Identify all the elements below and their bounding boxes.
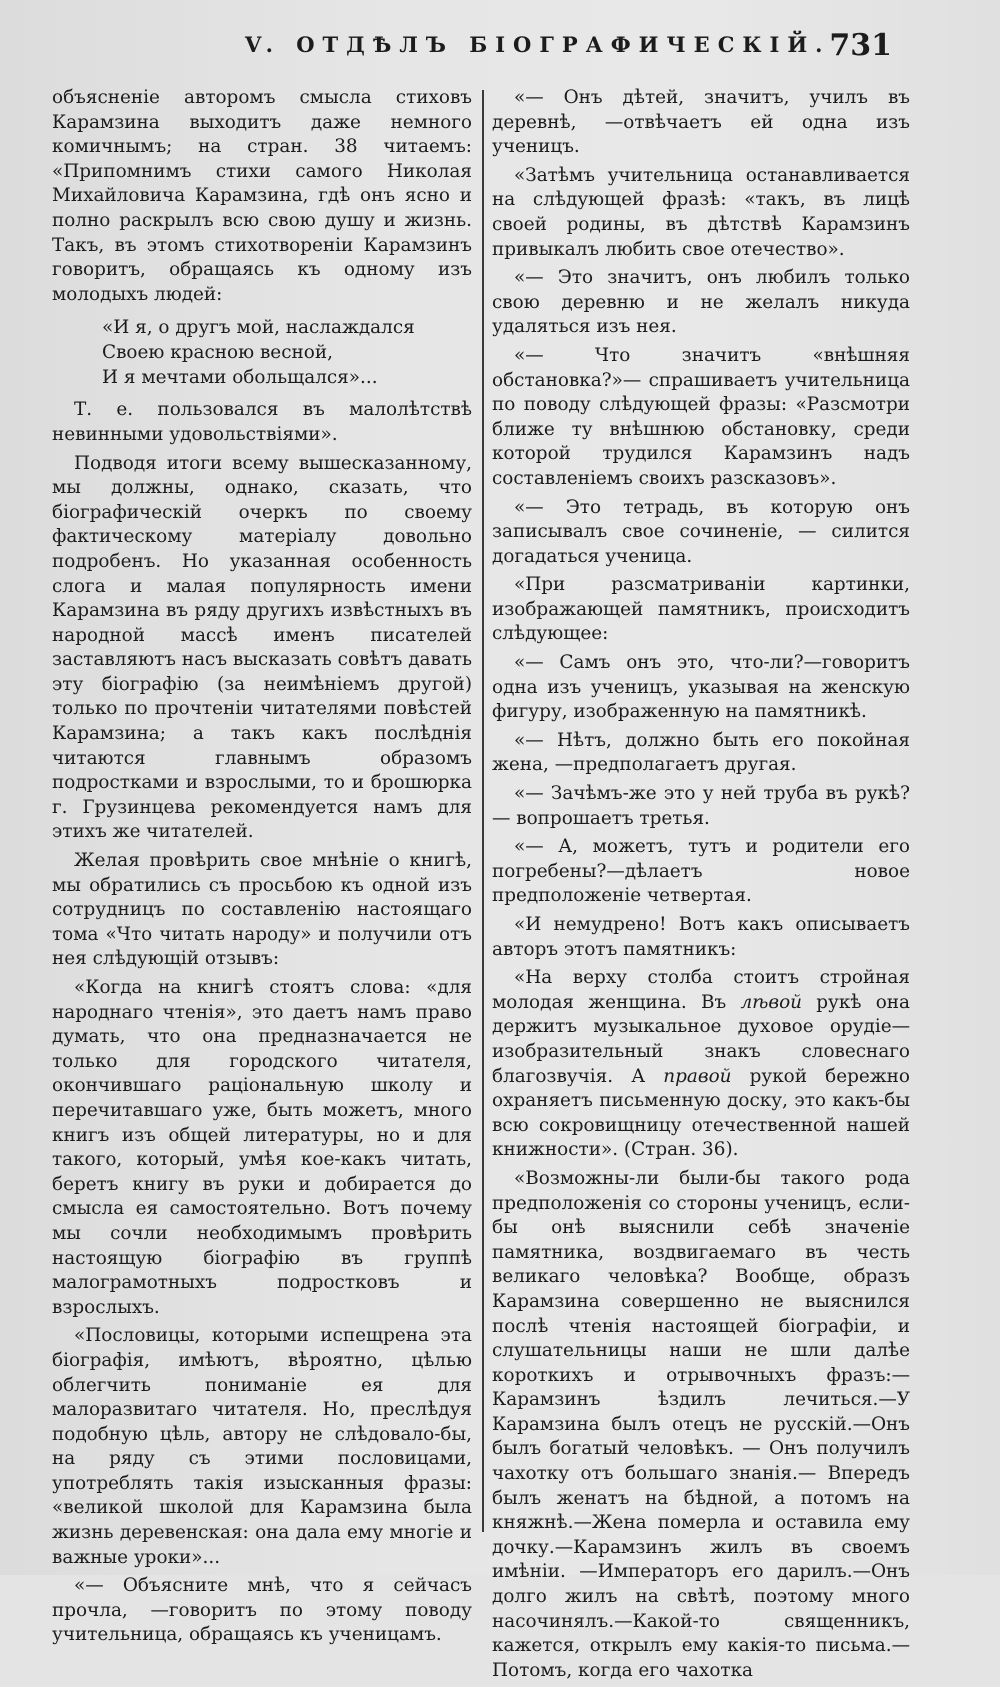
paragraph: «— Зачѣмъ-же это у ней труба въ рукѣ?— вопрошаетъ третья. bbox=[492, 783, 910, 829]
paragraph: «Затѣмъ учительница останавливается на слѣдующей фразѣ: «такъ, въ лицѣ своей родины, въ дѣтствѣ Карамзинъ привыкалъ любить свое отечество». bbox=[492, 164, 910, 260]
running-head: V. ОТДѢЛЪ БІОГРАФИЧЕСКІЙ. bbox=[245, 32, 831, 57]
italic-word: лѣвой bbox=[740, 991, 803, 1013]
paragraph: Желая провѣрить свое мнѣніе о книгѣ, мы обратились съ просьбою къ одной изъ сотрудницъ по составленію настоящаго тома «Что читать народу» и получили отъ нея слѣдующій отзывъ: bbox=[52, 850, 472, 970]
text-run: «На верху столба стоитъ стройная молодая женщина. Въ bbox=[492, 967, 910, 1013]
paragraph: «Возможны-ли были-бы такого рода предположенія со стороны ученицъ, если-бы онѣ выяснили себѣ значеніе памятника, воздвигаемаго въ честь великаго человѣка? Вообще, образъ Карамзина совершенно не выяснился послѣ чтенія настоящей біографіи, и слушательницы наши не шли далѣе короткихъ и отрывочныхъ фразъ:—Карамзинъ ѣздилъ лечиться.—У Карамзина былъ отецъ не русскій.—Онъ былъ богатый человѣкъ. — Онъ получилъ чахотку отъ большаго знанія.— Впередъ былъ женатъ на бѣдной, а потомъ на княжнѣ.—Жена померла и оставила ему дочку.—Карамзинъ жилъ въ своемъ имѣніи. —Императоръ его дарилъ.—Онъ долго жилъ на свѣтѣ, поэтому много насочинялъ.—Какой-то священникъ, кажется, открылъ ему какія-то письма.—Потомъ, когда его чахотка bbox=[492, 1167, 910, 1681]
paragraph: «— А, можетъ, тутъ и родители его погребены?—дѣлаетъ новое предположеніе четвертая. bbox=[492, 836, 910, 907]
paragraph: «— Нѣтъ, должно быть его покойная жена, —предполагаетъ другая. bbox=[492, 729, 910, 776]
paragraph: «— Самъ онъ это, что-ли?—говоритъ одна изъ ученицъ, указывая на женскую фигуру, изображенную на памятникѣ. bbox=[492, 652, 910, 723]
paragraph-monument-description bbox=[492, 966, 910, 1163]
text-run: рукой бережно охраняетъ письменную доску, это какъ-бы всю сокровищницу отечественной нашей книжности». (Стран. 36). bbox=[492, 1065, 910, 1161]
paragraph: «— Что значитъ «внѣшняя обстановка?»— спрашиваетъ учительница по поводу слѣдующей фразы: «Разсмотри ближе ту внѣшнюю обстановку, среди которой трудился Карамзинъ надъ составленіемъ своихъ разсказовъ». bbox=[492, 344, 910, 489]
paragraph: «Пословицы, которыми испещрена эта біографія, имѣютъ, вѣроятно, цѣлью облегчить пониманіе ея для малоразвитаго читателя. Но, преслѣдуя подобную цѣль, автору не слѣдовало-бы, на ряду съ этими пословицами, употреблять такія изысканныя фразы: «великой школой для Карамзина была жизнь деревенская: она дала ему многіе и важные уроки»... bbox=[52, 1325, 472, 1568]
paragraph: Т. е. пользовался въ малолѣтствѣ невинными удовольствіями». bbox=[52, 399, 472, 445]
paragraph: «— Это тетрадь, въ которую онъ записывалъ свое сочиненіе, — силится догадаться ученица. bbox=[492, 496, 910, 567]
paragraph: объясненіе авторомъ смысла стиховъ Карамзина выходитъ даже немного комичнымъ; на стран. 38 читаемъ: «Припомнимъ стихи самого Николая Михайловича Карамзина, гдѣ онъ ясно и полно раскрылъ всю свою душу и жизнь. Такъ, въ этомъ стихотвореніи Карамзинъ говоритъ, обращаясь къ одному изъ молодыхъ людей: bbox=[52, 87, 472, 305]
paragraph: «Когда на книгѣ стоятъ слова: «для народнаго чтенія», это даетъ намъ право думать, что она предназначается не только для городского читателя, окончившаго раціональную школу и перечитавшаго уже, быть можетъ, много книгъ изъ общей литературы, но и для такого, который, умѣя кое-какъ читать, беретъ книгу въ руки и добирается до смысла ея самостоятельно. Вотъ почему мы сочли необходимымъ провѣрить настоящую біографію въ группѣ малограмотныхъ подростковъ и взрослыхъ. bbox=[52, 977, 472, 1318]
column-divider bbox=[482, 90, 484, 1532]
verse-line: Своею красною весной, bbox=[102, 342, 333, 364]
right-column bbox=[492, 86, 910, 1687]
paragraph: «— Объясните мнѣ, что я сейчасъ прочла, —говоритъ по этому поводу учительница, обращаясь къ ученицамъ. bbox=[52, 1575, 472, 1646]
paragraph: Подводя итоги всему вышесказанному, мы должны, однако, сказать, что біографическій очеркъ по своему фактическому матеріалу довольно подробенъ. Но указанная особенность слога и малая популярность имени Карамзина въ ряду другихъ извѣстныхъ въ народной массѣ именъ писателей заставляютъ насъ высказать совѣтъ давать эту біографію (за неимѣніемъ другой) только по прочтеніи читателями повѣстей Карамзина; а такъ какъ послѣднія читаются главнымъ образомъ подростками и взрослыми, то и брошюрка г. Грузинцева рекомендуется намъ для этихъ же читателей. bbox=[52, 452, 472, 843]
paragraph: «При разсматриваніи картинки, изображающей памятникъ, происходитъ слѣдующее: bbox=[492, 574, 910, 645]
left-column bbox=[52, 86, 472, 1652]
text-run: рукѣ она держитъ музыкальное духовое орудіе—изобразительный знакъ словеснаго благозвучія. А bbox=[492, 991, 910, 1087]
page-header bbox=[0, 28, 1000, 68]
paragraph: «— Это значитъ, онъ любилъ только свою деревню и не желалъ никуда удаляться изъ нея. bbox=[492, 267, 910, 338]
paragraph: «— Онъ дѣтей, значитъ, училъ въ деревнѣ, —отвѣчаетъ ей одна изъ ученицъ. bbox=[492, 87, 910, 158]
verse-line: И я мечтами обольщался»... bbox=[102, 367, 378, 389]
paragraph: «И немудрено! Вотъ какъ описываетъ авторъ этотъ памятникъ: bbox=[492, 914, 910, 960]
verse-quote bbox=[52, 315, 472, 390]
italic-word: правой bbox=[663, 1065, 732, 1087]
verse-line: «И я, о другъ мой, наслаждался bbox=[102, 317, 415, 339]
page-number: 731 bbox=[829, 28, 892, 63]
